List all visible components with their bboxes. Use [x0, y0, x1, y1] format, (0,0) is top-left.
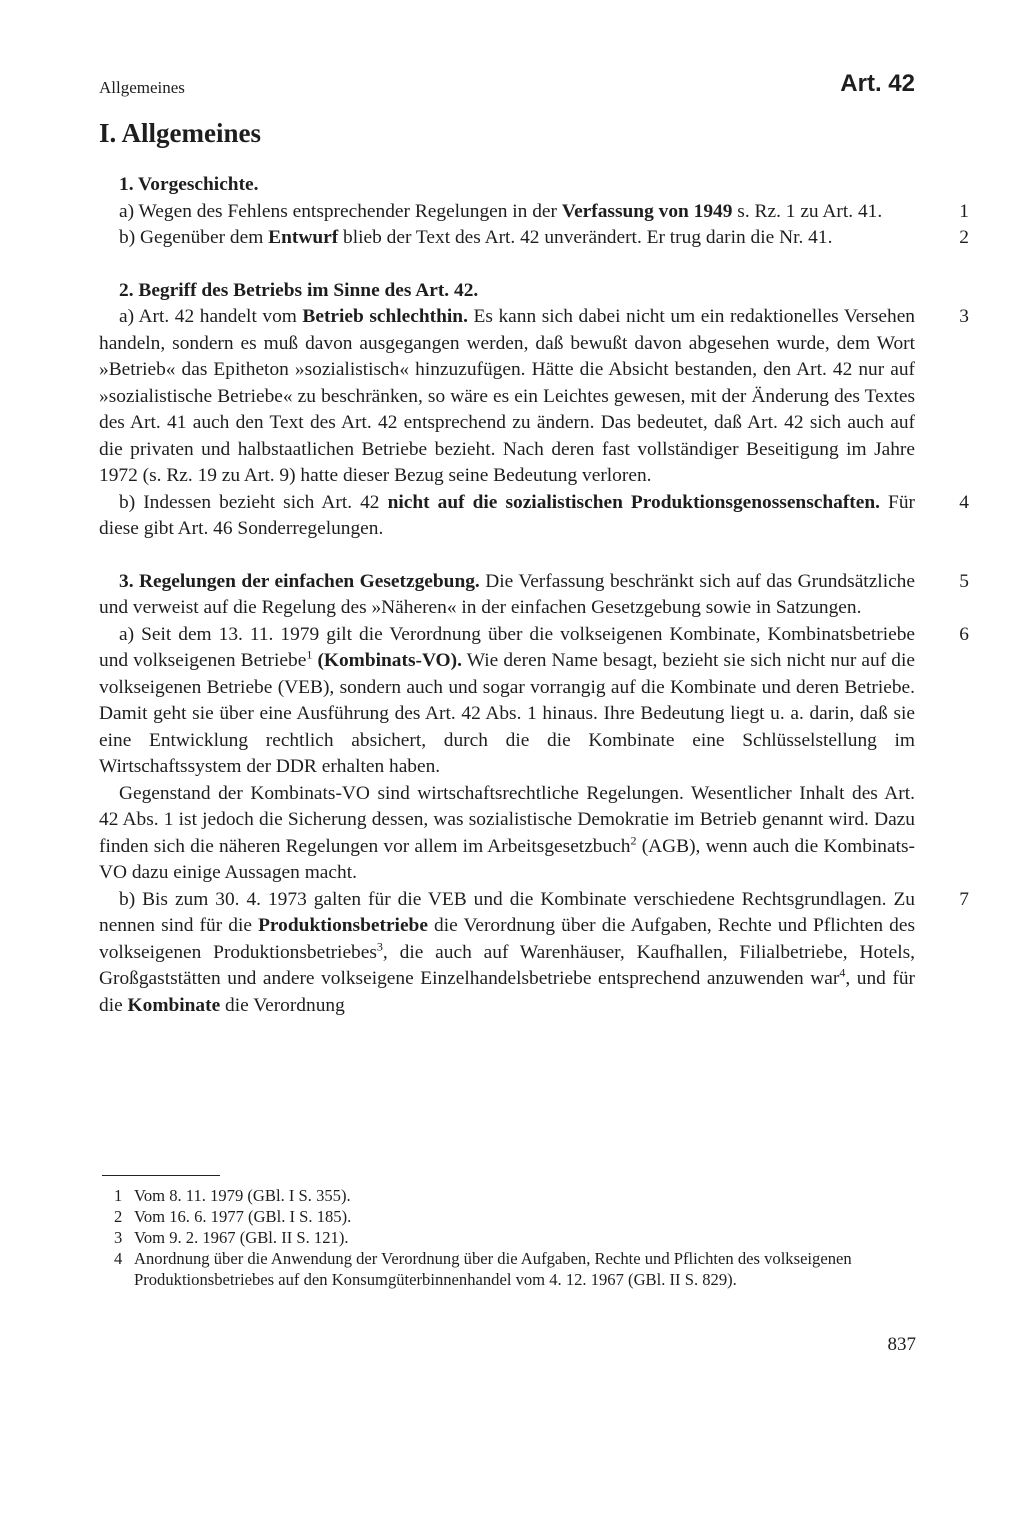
running-head — [99, 70, 915, 104]
paragraph-3 — [99, 304, 969, 490]
paragraph-text: , und für die — [99, 968, 915, 1016]
margin-number: 2 — [959, 227, 969, 248]
paragraph-text: a) Seit dem 13. 11. 1979 gilt die Verordnung über die volkseigenen Kombinate, Kombinatsbetriebe und volkseigenen Betriebe — [99, 623, 915, 671]
paragraph-2 — [99, 225, 969, 252]
paragraph-text: Es kann sich dabei nicht um ein redaktionelles Versehen handeln, sondern es muß davon ausgegangen werden, daß bewußt davon abgesehen wurde, dem Wort »Betrieb« das Epitheton »sozialistisch« hinzuzufügen. Hätte die Absicht bestanden, den Art. 42 nur auf »sozialistische Betriebe« zu beschränken, so wäre es ein Leichtes gewesen, mit der Änderung des Textes des Art. 41 auch den Text des Art. 42 entsprechend zu ändern. Das bedeutet, daß Art. 42 sich auch auf die privaten und halbstaatlichen Betriebe bezieht. Nach deren fast vollständiger Beseitigung im Jahre 1972 (s. Rz. 19 zu Art. 9) hatte dieser Bezug seine Bedeutung verloren. — [99, 306, 915, 486]
paragraph-5 — [99, 569, 969, 622]
subsection-title-2 — [99, 278, 915, 305]
paragraph-1 — [99, 199, 969, 226]
paragraph-text: Wie deren Name besagt, bezieht sie sich nicht nur auf die volkseigenen Betriebe (VEB), sondern auch und sogar vorrangig auf die Kombinate und deren Betriebe. Damit geht sie über eine Ausführung des Art. 42 Abs. 1 hinaus. Ihre Bedeutung liegt u. a. darin, daß sie eine Entwicklung rechtlich absichert, durch die die Kombinate eine Schlüsselstellung im Wirtschaftssystem der DDR erhalten haben. — [99, 650, 915, 777]
footnote-number: 2 — [114, 1207, 123, 1226]
paragraph-text: b) Gegenüber dem — [119, 227, 269, 248]
footnote-text: Anordnung über die Anwendung der Verordnung über die Aufgaben, Rechte und Pflichten des volkseigenen Produktionsbetriebes auf den Konsumgüterbinnenhandel vom 4. 12. 1967 (GBl. II S. 829). — [134, 1249, 852, 1289]
footnote-number: 3 — [114, 1228, 123, 1247]
page-number: 837 — [887, 1334, 916, 1355]
paragraph-text: die Verordnung — [220, 994, 345, 1016]
paragraph-text: a) Art. 42 handelt vom — [119, 306, 303, 327]
paragraph-text: Für diese gibt Art. 46 Sonderregelungen. — [99, 491, 915, 539]
margin-number: 5 — [959, 570, 969, 592]
paragraph-6-continued — [99, 781, 915, 887]
footnote-text: Vom 16. 6. 1977 (GBl. I S. 185). — [134, 1207, 352, 1226]
paragraph-text: , die auch auf Warenhäuser, Kaufhallen, Filialbetriebe, Hotels, Großgaststätten und andere volkseigene Einzelhandelsbetriebe entsprechend anzuwenden war — [99, 941, 915, 989]
margin-number: 7 — [959, 888, 969, 910]
footnote-divider — [102, 1175, 220, 1176]
paragraph-text: b) Indessen bezieht sich Art. 42 — [119, 491, 388, 513]
margin-number: 3 — [959, 306, 969, 327]
margin-number: 4 — [959, 491, 969, 513]
paragraph-7 — [99, 887, 969, 1020]
bold-term: Produktionsbetriebe — [258, 915, 428, 936]
subsection-title-text: 1. Vorgeschichte. — [119, 174, 259, 195]
bold-term: Betrieb schlechthin. — [302, 306, 468, 327]
footnote-ref: 2 — [630, 833, 637, 848]
footnote — [114, 1185, 920, 1206]
running-head-article: Art. 42 — [840, 70, 915, 97]
subsection-title-1 — [99, 172, 915, 199]
paragraph-text: Die Verfassung beschränkt sich auf das Grundsätzliche und verweist auf die Regelung des »Näheren« in der einfachen Gesetzgebung sowie in Satzungen. — [99, 570, 915, 618]
margin-number: 1 — [959, 200, 969, 222]
section-heading: I. Allgemeines — [99, 118, 261, 148]
footnote-ref: 3 — [376, 939, 383, 954]
paragraph-text: Gegenstand der Kombinats-VO sind wirtschaftsrechtliche Regelungen. Wesentlicher Inhalt des Art. 42 Abs. 1 ist jedoch die Sicherung dessen, was sozialistische Demokratie im Betrieb genannt wird. Dazu finden sich die näheren Regelungen vor allem im Arbeitsgesetzbuch — [99, 782, 915, 857]
body-text — [99, 172, 969, 1019]
bold-term: Kombinate — [127, 994, 221, 1016]
bold-term: Entwurf — [268, 227, 339, 248]
footnote — [114, 1227, 920, 1248]
footnotes — [114, 1185, 920, 1290]
paragraph-text: a) Wegen des Fehlens entsprechender Regelungen in der — [119, 200, 562, 222]
footnote-text: Vom 8. 11. 1979 (GBl. I S. 355). — [134, 1186, 351, 1205]
footnote — [114, 1206, 920, 1227]
paragraph-text: s. Rz. 1 zu Art. 41. — [732, 200, 883, 222]
paragraph-text: b) Bis zum 30. 4. 1973 galten für die VEB und die Kombinate verschiedene Rechtsgrundlagen. Zu nennen sind für die — [99, 888, 915, 936]
paragraph-text: (AGB), wenn auch die Kombinats-VO dazu einige Aussagen macht. — [99, 835, 915, 883]
footnote-ref: 4 — [839, 965, 846, 980]
footnote-number: 4 — [114, 1249, 123, 1268]
paragraph-text: blieb der Text des Art. 42 unverändert. Er trug darin die Nr. 41. — [338, 227, 833, 248]
bold-term: Verfassung von 1949 — [561, 200, 733, 222]
footnote-text: Vom 9. 2. 1967 (GBl. II S. 121). — [134, 1228, 349, 1247]
running-head-section: Allgemeines — [99, 78, 185, 97]
bold-term: (Kombinats-VO). — [312, 650, 462, 671]
subsection-title-text: 3. Regelungen der einfachen Gesetzgebung. — [119, 570, 480, 592]
subsection-title-text: 2. Begriff des Betriebs im Sinne des Art. 42. — [119, 279, 479, 301]
margin-number: 6 — [959, 623, 969, 645]
footnote-number: 1 — [114, 1186, 123, 1205]
paragraph-text: die Verordnung über die Aufgaben, Rechte und Pflichten des volkseigenen Produktionsbetriebes — [99, 915, 915, 963]
footnote-ref: 1 — [306, 647, 313, 662]
footnote — [114, 1248, 920, 1290]
paragraph-4 — [99, 490, 969, 543]
bold-term: nicht auf die sozialistischen Produktionsgenossenschaften. — [387, 491, 880, 513]
paragraph-6 — [99, 622, 969, 781]
